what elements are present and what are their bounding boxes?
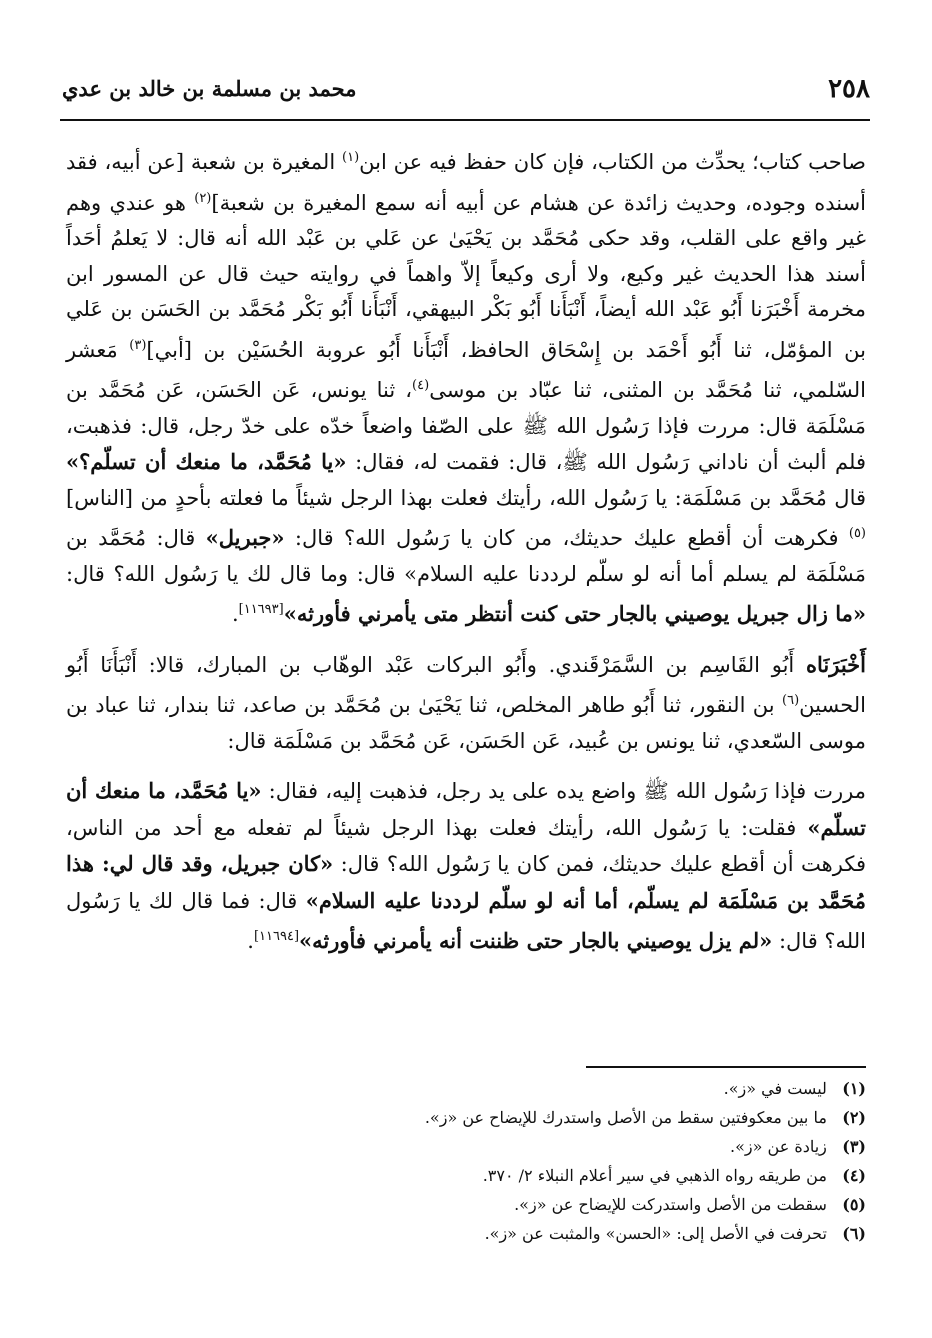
- text-run: صاحب كتاب؛ يحدِّث من الكتاب، فإن كان حفظ فيه عن ابن: [359, 150, 866, 174]
- hadith-quote: «جبريل»: [205, 525, 285, 550]
- hadith-quote: «يا مُحَمَّد، ما منعك أن تسلّم»: [66, 778, 866, 840]
- reference-number: [١١٦٩٣]: [238, 602, 284, 617]
- paragraph-2: [66, 647, 866, 760]
- text-run: قال: فما قال لك يا رَسُول الله؟ قال:: [66, 888, 866, 953]
- footnote: [66, 1132, 866, 1161]
- footnote: [66, 1103, 866, 1132]
- page-number: ٢٥٨: [828, 74, 870, 104]
- paragraph-1: [66, 140, 866, 633]
- footnote-marker: (١): [342, 150, 360, 165]
- paragraph-3: [66, 773, 866, 960]
- hadith-quote: «يا مُحَمَّد، ما منعك أن تسلّم؟»: [66, 449, 347, 474]
- footnote: [66, 1074, 866, 1103]
- main-text: [66, 140, 866, 966]
- footnote-number: (٥): [842, 1195, 866, 1214]
- header-rule: [60, 119, 870, 121]
- text-run: مَعشر السّلمي، ثنا مُحَمَّد بن المثنى، ثنا عبّاد بن موسى: [66, 337, 866, 402]
- text-run: بن النقور، ثنا أَبُو طاهر المخلص، ثنا يَحْيَىٰ بن مُحَمَّد بن صاعد، ثنا بندار، ثنا عباد بن موسى السّعدي، ثنا يونس بن عُبيد، عَن الحَسَن، عَن مُحَمَّد بن مَسْلَمَة قال:: [66, 693, 866, 753]
- text-run: فكرهت أن أقطع عليك حديثك، من كان يا رَسُول الله؟ قال:: [284, 526, 849, 550]
- footnote-marker: (٥): [848, 526, 866, 541]
- page-header: [62, 70, 870, 110]
- text-run: .: [231, 602, 239, 626]
- running-title: محمد بن مسلمة بن خالد بن عدي: [62, 76, 357, 101]
- footnote-text: سقطت من الأصل واستدركت للإيضاح عن «ز».: [514, 1195, 827, 1214]
- text-run: قال مُحَمَّد بن مَسْلَمَة: يا رَسُول الله، رأيتك فعلت بهذا الرجل شيئاً ما فعلته بأحدٍ من [الناس]: [66, 485, 866, 510]
- text-run: المغيرة بن شعبة [عن أبيه، فقد أسنده وجوده، وحديث زائدة عن هشام عن أبيه أنه سمع المغيرة بن شعبة]: [66, 150, 866, 215]
- text-run: ، ثنا يونس، عَن الحَسَن، عَن مُحَمَّد بن مَسْلَمَة قال: مررت فإذا رَسُول الله ﷺ على الصّفا واضعاً خدّه على خدّ رجل، قال: فذهبت، فلم ألبث أن ناداني رَسُول الله ﷺ، قال: فقمت له، فقال:: [66, 378, 867, 474]
- text-run: هو عندي وهم غير واقع على القلب، وقد حكى مُحَمَّد بن يَحْيَىٰ عن عَلي بن عَبْد الله أنه قال: لا يَعلمُ أحَداً أسند هذا الحديث غير وكيع، ولا أرى وكيعاً إلاّ واهماً في روايته حيث قال عن المسور ابن مخرمة أَخْبَرَنا أَبُو عَبْد الله أيضاً، أَنْبَأَنا أَبُو بَكْر البيهقي، أَنْبَأَنا أَبُو بَكْر مُحَمَّد بن الحَسَن بن عَلي بن المؤمّل، ثنا أَبُو أَحْمَد بن إِسْحَاق الحافظ، أَنْبَأَنا أَبُو عروبة الحُسَيْن بن [أبي]: [66, 190, 866, 362]
- footnote: [66, 1219, 866, 1248]
- chain-lead: أَخْبَرَنَاه: [806, 651, 866, 677]
- footnote-number: (٦): [842, 1224, 866, 1243]
- hadith-quote: «لم يزل يوصيني بالجار حتى ظننت أنه يأمرني فأورثه»: [299, 928, 773, 953]
- text-run: .: [247, 929, 254, 953]
- hadith-quote: «كان جبريل، وقد قال لي: هذا مُحَمَّد بن مَسْلَمَة لم يسلّم، أما أنه لو سلّم لرددنا عليه السلام»: [66, 851, 866, 913]
- footnote-text: ما بين معكوفتين سقط من الأصل واستدرك للإيضاح عن «ز».: [424, 1108, 827, 1127]
- footnote-text: من طريقه رواه الذهبي في سير أعلام النبلاء ٢/ ٣٧٠.: [482, 1166, 827, 1185]
- footnote-marker: (٦): [782, 693, 800, 708]
- footnote: [66, 1161, 866, 1190]
- footnote-number: (٣): [842, 1137, 866, 1156]
- footnote: [66, 1190, 866, 1219]
- footnote-text: تحرفت في الأصل إلى: «الحسن» والمثبت عن «ز».: [484, 1224, 827, 1243]
- footnote-number: (٢): [842, 1108, 866, 1127]
- footnotes: [66, 1074, 866, 1248]
- footnote-marker: (٣): [129, 337, 147, 353]
- text-run: مررت فإذا رَسُول الله ﷺ واضع يده على يد رجل، فذهبت إليه، فقال:: [261, 779, 866, 803]
- reference-number: [١١٦٩٤]: [253, 929, 300, 944]
- footnote-text: ليست في «ز».: [723, 1079, 827, 1098]
- footnote-number: (١): [842, 1079, 866, 1098]
- footnote-marker: (٢): [194, 190, 212, 206]
- footnote-rule: [586, 1066, 866, 1068]
- hadith-quote: «ما زال جبريل يوصيني بالجار حتى كنت أنتظر متى يأمرني فأورثه»: [283, 601, 866, 626]
- footnote-marker: (٤): [412, 378, 430, 393]
- text-run: فقلت: يا رَسُول الله، رأيتك فعلت بهذا الرجل شيئاً لم تفعله مع أحد من الناس، فكرهت أن أقطع عليك حديثك، فمن كان يا رَسُول الله؟ قال:: [66, 815, 866, 876]
- footnote-number: (٤): [842, 1166, 866, 1185]
- text-run: قال: مُحَمَّد بن مَسْلَمَة لم يسلم أما أنه لو سلّم لرددنا عليه السلام» قال: وما قال لك يا رَسُول الله؟ قال:: [66, 526, 866, 586]
- footnote-text: زيادة عن «ز».: [730, 1137, 827, 1156]
- text-run: أَبُو القَاسِم بن السَّمَرْقَندي. وأَبُو البركات عَبْد الوهّاب بن المبارك، قالا: أَنْبَأَنَا أَبُو الحسين: [66, 652, 866, 717]
